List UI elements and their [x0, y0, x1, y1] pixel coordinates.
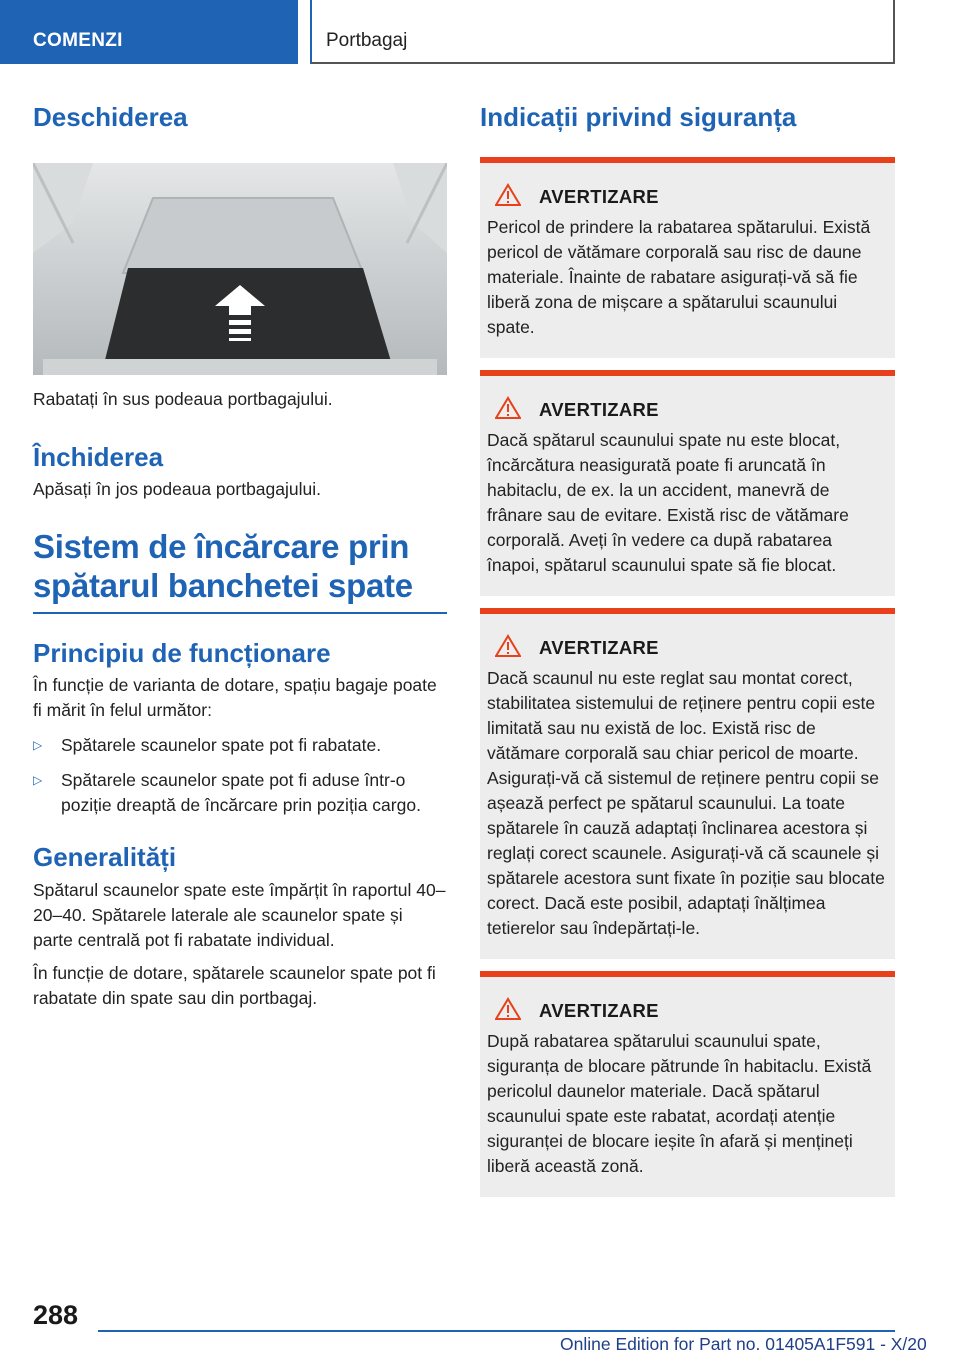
list-item — [33, 733, 447, 758]
warning-title: AVERTIZARE — [539, 1000, 659, 1022]
section-divider — [33, 612, 447, 614]
triangle-bullet-icon: ▷ — [33, 738, 43, 753]
warning-triangle-icon — [487, 997, 535, 1026]
warning-title: AVERTIZARE — [539, 186, 659, 208]
warning-title-row — [487, 634, 887, 662]
header-section: COMENZI — [0, 0, 298, 64]
heading-principle: Principiu de funcționare — [33, 638, 331, 669]
bullet-text: Spătarele scaunelor spate pot fi rabatate. — [61, 735, 382, 756]
warning-title-row — [487, 396, 887, 424]
general-paragraph-2: În funcție de dotare, spătarele scaunelor spate pot fi rabatate din spate sau din portbagaj. — [33, 962, 436, 1008]
warning-title-row — [487, 183, 887, 211]
page-number: 288 — [33, 1300, 79, 1330]
left-column — [33, 100, 447, 1011]
warning-text: După rabatarea spătarului scaunului spate, siguranța de blocare pătrunde în habitaclu. Există pericolul daunelor materiale. Dacă spătarul scaunului spate este rabatat, acordați atenție siguranței de blocare ieșite în afară și mențineți liberă această zonă. — [487, 1031, 872, 1177]
footer-divider — [98, 1330, 895, 1332]
triangle-bullet-icon: ▷ — [33, 773, 43, 788]
header-chapter: Portbagaj — [310, 0, 895, 64]
trunk-floor-photo — [33, 163, 447, 375]
warning-box-4 — [480, 971, 895, 1197]
warning-triangle-icon — [487, 183, 535, 212]
warning-title: AVERTIZARE — [539, 637, 659, 659]
heading-system-line2: spătarul banchetei spate — [33, 567, 413, 605]
principle-text: În funcție de varianta de dotare, spațiu bagaje poate fi mărit în felul următor: — [33, 675, 437, 721]
bullet-text: Spătarele scaunelor spate pot fi aduse într-o poziție dreaptă de încărcare prin poziția cargo. — [61, 770, 421, 816]
close-text: Apăsați în jos podeaua portbagajului. — [33, 479, 321, 500]
heading-system — [33, 528, 447, 606]
warning-text: Pericol de prindere la rabatarea spătarului. Există pericol de vătămare corporală sau risc de daune materiale. Înainte de rabatare asigurați-vă să fie liberă zona de mișcare a spătarului scaunului spate. — [487, 217, 871, 338]
heading-safety: Indicații privind siguranța — [480, 102, 797, 132]
heading-system-line1: Sistem de încărcare prin — [33, 528, 410, 566]
warning-triangle-icon — [487, 634, 535, 663]
warning-text: Dacă spătarul scaunului spate nu este blocat, încărcătura neasigurată poate fi aruncată în habitaclu, de ex. la un accident, manevră de frânare sau de evitare. Există risc de vătămare corporală. Aveți în vedere ca după rabatarea înapoi, spătarul scaunului spate să fie blocat. — [487, 430, 849, 576]
warning-box-1 — [480, 157, 895, 358]
right-column — [480, 100, 895, 1197]
footer-edition: Online Edition for Part no. 01405A1F591 - X/20 — [560, 1334, 927, 1354]
trunk-floor-illustration — [33, 163, 447, 375]
image-caption: Rabatați în sus podeaua portbagajului. — [33, 389, 333, 410]
warning-title: AVERTIZARE — [539, 399, 659, 421]
warning-box-2 — [480, 370, 895, 596]
warning-text: Dacă scaunul nu este reglat sau montat corect, stabilitatea sistemului de reținere pentru copii este limitată sau nu există de loc. Există risc de vătămare corporală sau chiar pericol de moarte. Asigurați-vă că sistemul de reținere pentru copii se așează perfect pe spătarul scaunului. La toate spătarele în cauză adaptați înclinarea acestora și reglați corect scaunele. Asigurați-vă că scaunele și spătarele acestora sunt fixate în poziție sau blocate corect. Dacă este posibil, adaptați înălțimea tetierelor sau îndepărtați-le. — [487, 668, 885, 939]
heading-open: Deschiderea — [33, 102, 188, 132]
list-item — [33, 768, 447, 818]
heading-general: Generalități — [33, 842, 177, 873]
bullet-list — [33, 733, 447, 818]
heading-close: Închiderea — [33, 442, 164, 473]
warning-triangle-icon — [487, 396, 535, 425]
warning-title-row — [487, 997, 887, 1025]
general-paragraph-1: Spătarul scaunelor spate este împărțit în raportul 40–20–40. Spătarele laterale ale scaunelor spate și parte centrală pot fi rabatate individual. — [33, 879, 446, 950]
warning-box-3 — [480, 608, 895, 959]
